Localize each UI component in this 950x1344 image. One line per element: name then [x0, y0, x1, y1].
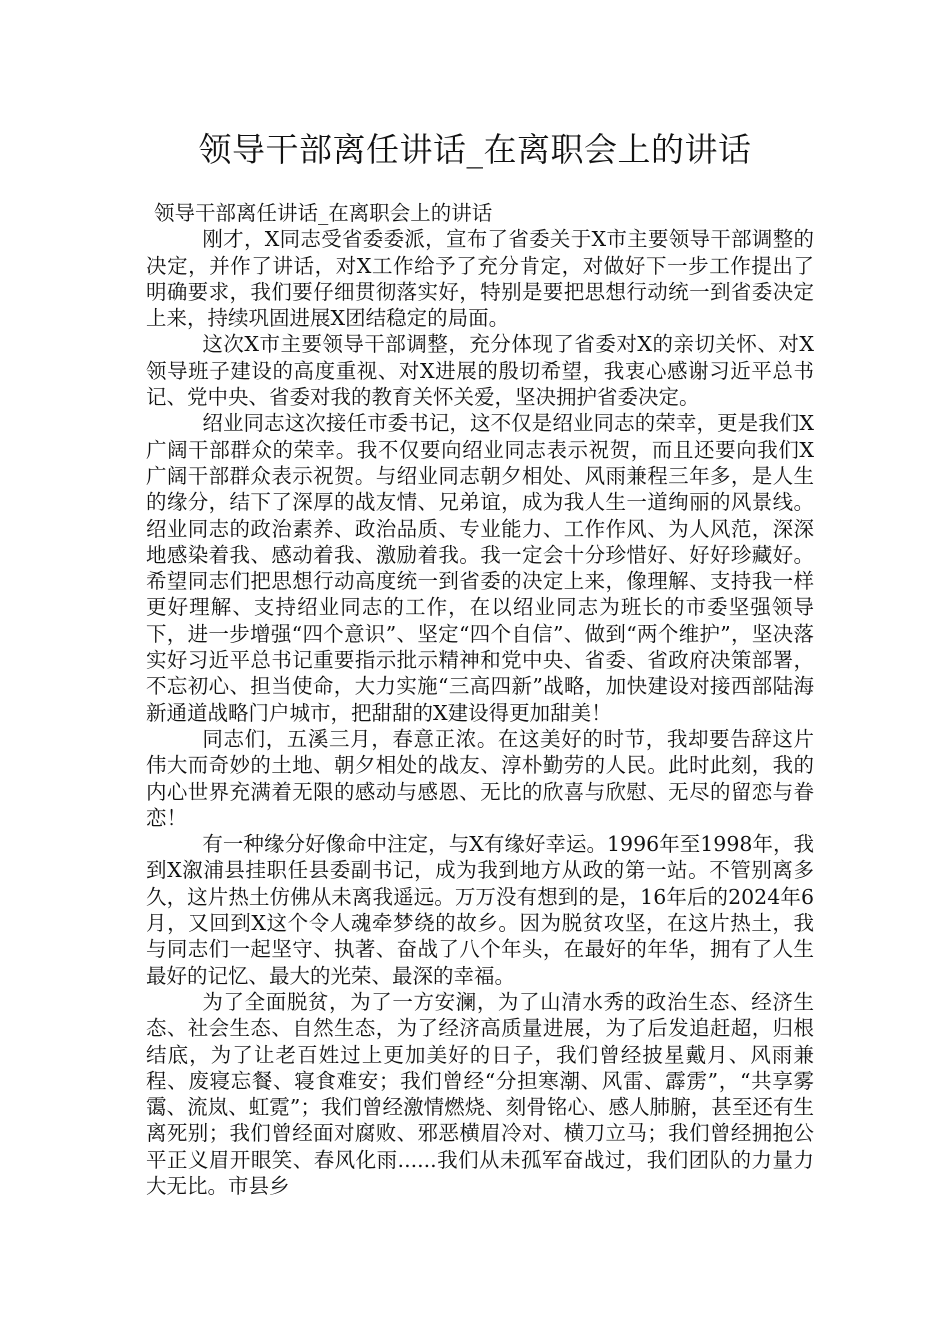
- document-body: [146, 200, 814, 1199]
- paragraph: 刚才，X同志受省委委派，宣布了省委关于X市主要领导干部调整的决定，并作了讲话，对X工作给予了充分肯定，对做好下一步工作提出了明确要求，我们要仔细贯彻落实好，特别是要把思想行动统一到省委决定上来，持续巩固进展X团结稳定的局面。: [146, 227, 814, 331]
- paragraph: 同志们，五溪三月，春意正浓。在这美好的时节，我却要告辞这片伟大而奇妙的土地、朝夕相处的战友、淳朴勤劳的人民。此时此刻，我的内心世界充满着无限的感动与感恩、无比的欣喜与欣慰、无尽的留恋与眷恋！: [146, 726, 814, 830]
- document-subtitle: 领导干部离任讲话_在离职会上的讲话: [154, 201, 493, 225]
- paragraph: 这次X市主要领导干部调整，充分体现了省委对X的亲切关怀、对X领导班子建设的高度重视、对X进展的殷切希望，我衷心感谢习近平总书记、党中央、省委对我的教育关怀关爱，坚决拥护省委决定。: [146, 332, 814, 410]
- paragraph: 有一种缘分好像命中注定，与X有缘好幸运。1996年至1998年，我到X溆浦县挂职任县委副书记，成为我到地方从政的第一站。不管别离多久，这片热土仿佛从未离我遥远。万万没有想到的是，16年后的2024年6月，又回到X这个令人魂牵梦绕的故乡。因为脱贫攻坚，在这片热土，我与同志们一起坚守、执著、奋战了八个年头，在最好的年华，拥有了人生最好的记忆、最大的光荣、最深的幸福。: [146, 832, 814, 988]
- document-title: 领导干部离任讲话_在离职会上的讲话: [198, 130, 752, 169]
- paragraph: 绍业同志这次接任市委书记，这不仅是绍业同志的荣幸，更是我们X广阔干部群众的荣幸。我不仅要向绍业同志表示祝贺，而且还要向我们X广阔干部群众表示祝贺。与绍业同志朝夕相处、风雨兼程三年多，是人生的缘分，结下了深厚的战友情、兄弟谊，成为我人生一道绚丽的风景线。绍业同志的政治素养、政治品质、专业能力、工作作风、为人风范，深深地感染着我、感动着我、激励着我。我一定会十分珍惜好、好好珍藏好。希望同志们把思想行动高度统一到省委的决定上来，像理解、支持我一样更好理解、支持绍业同志的工作，在以绍业同志为班长的市委坚强领导下，进一步增强“四个意识”、坚定“四个自信”、做到“两个维护”，坚决落实好习近平总书记重要指示批示精神和党中央、省委、省政府决策部署，不忘初心、担当使命，大力实施“三高四新”战略，加快建设对接西部陆海新通道战略门户城市，把甜甜的X建设得更加甜美！: [146, 411, 814, 725]
- paragraph: 为了全面脱贫，为了一方安澜，为了山清水秀的政治生态、经济生态、社会生态、自然生态，为了经济高质量进展，为了后发追赶超，归根结底，为了让老百姓过上更加美好的日子，我们曾经披星戴月、风雨兼程、废寝忘餐、寝食难安；我们曾经“分担寒潮、风雷、霹雳”，“共享雾霭、流岚、虹霓”；我们曾经激情燃烧、刻骨铭心、感人肺腑，甚至还有生离死别；我们曾经面对腐败、邪恶横眉冷对、横刀立马；我们曾经拥抱公平正义眉开眼笑、春风化雨......我们从未孤军奋战过，我们团队的力量力大无比。市县乡: [146, 989, 814, 1198]
